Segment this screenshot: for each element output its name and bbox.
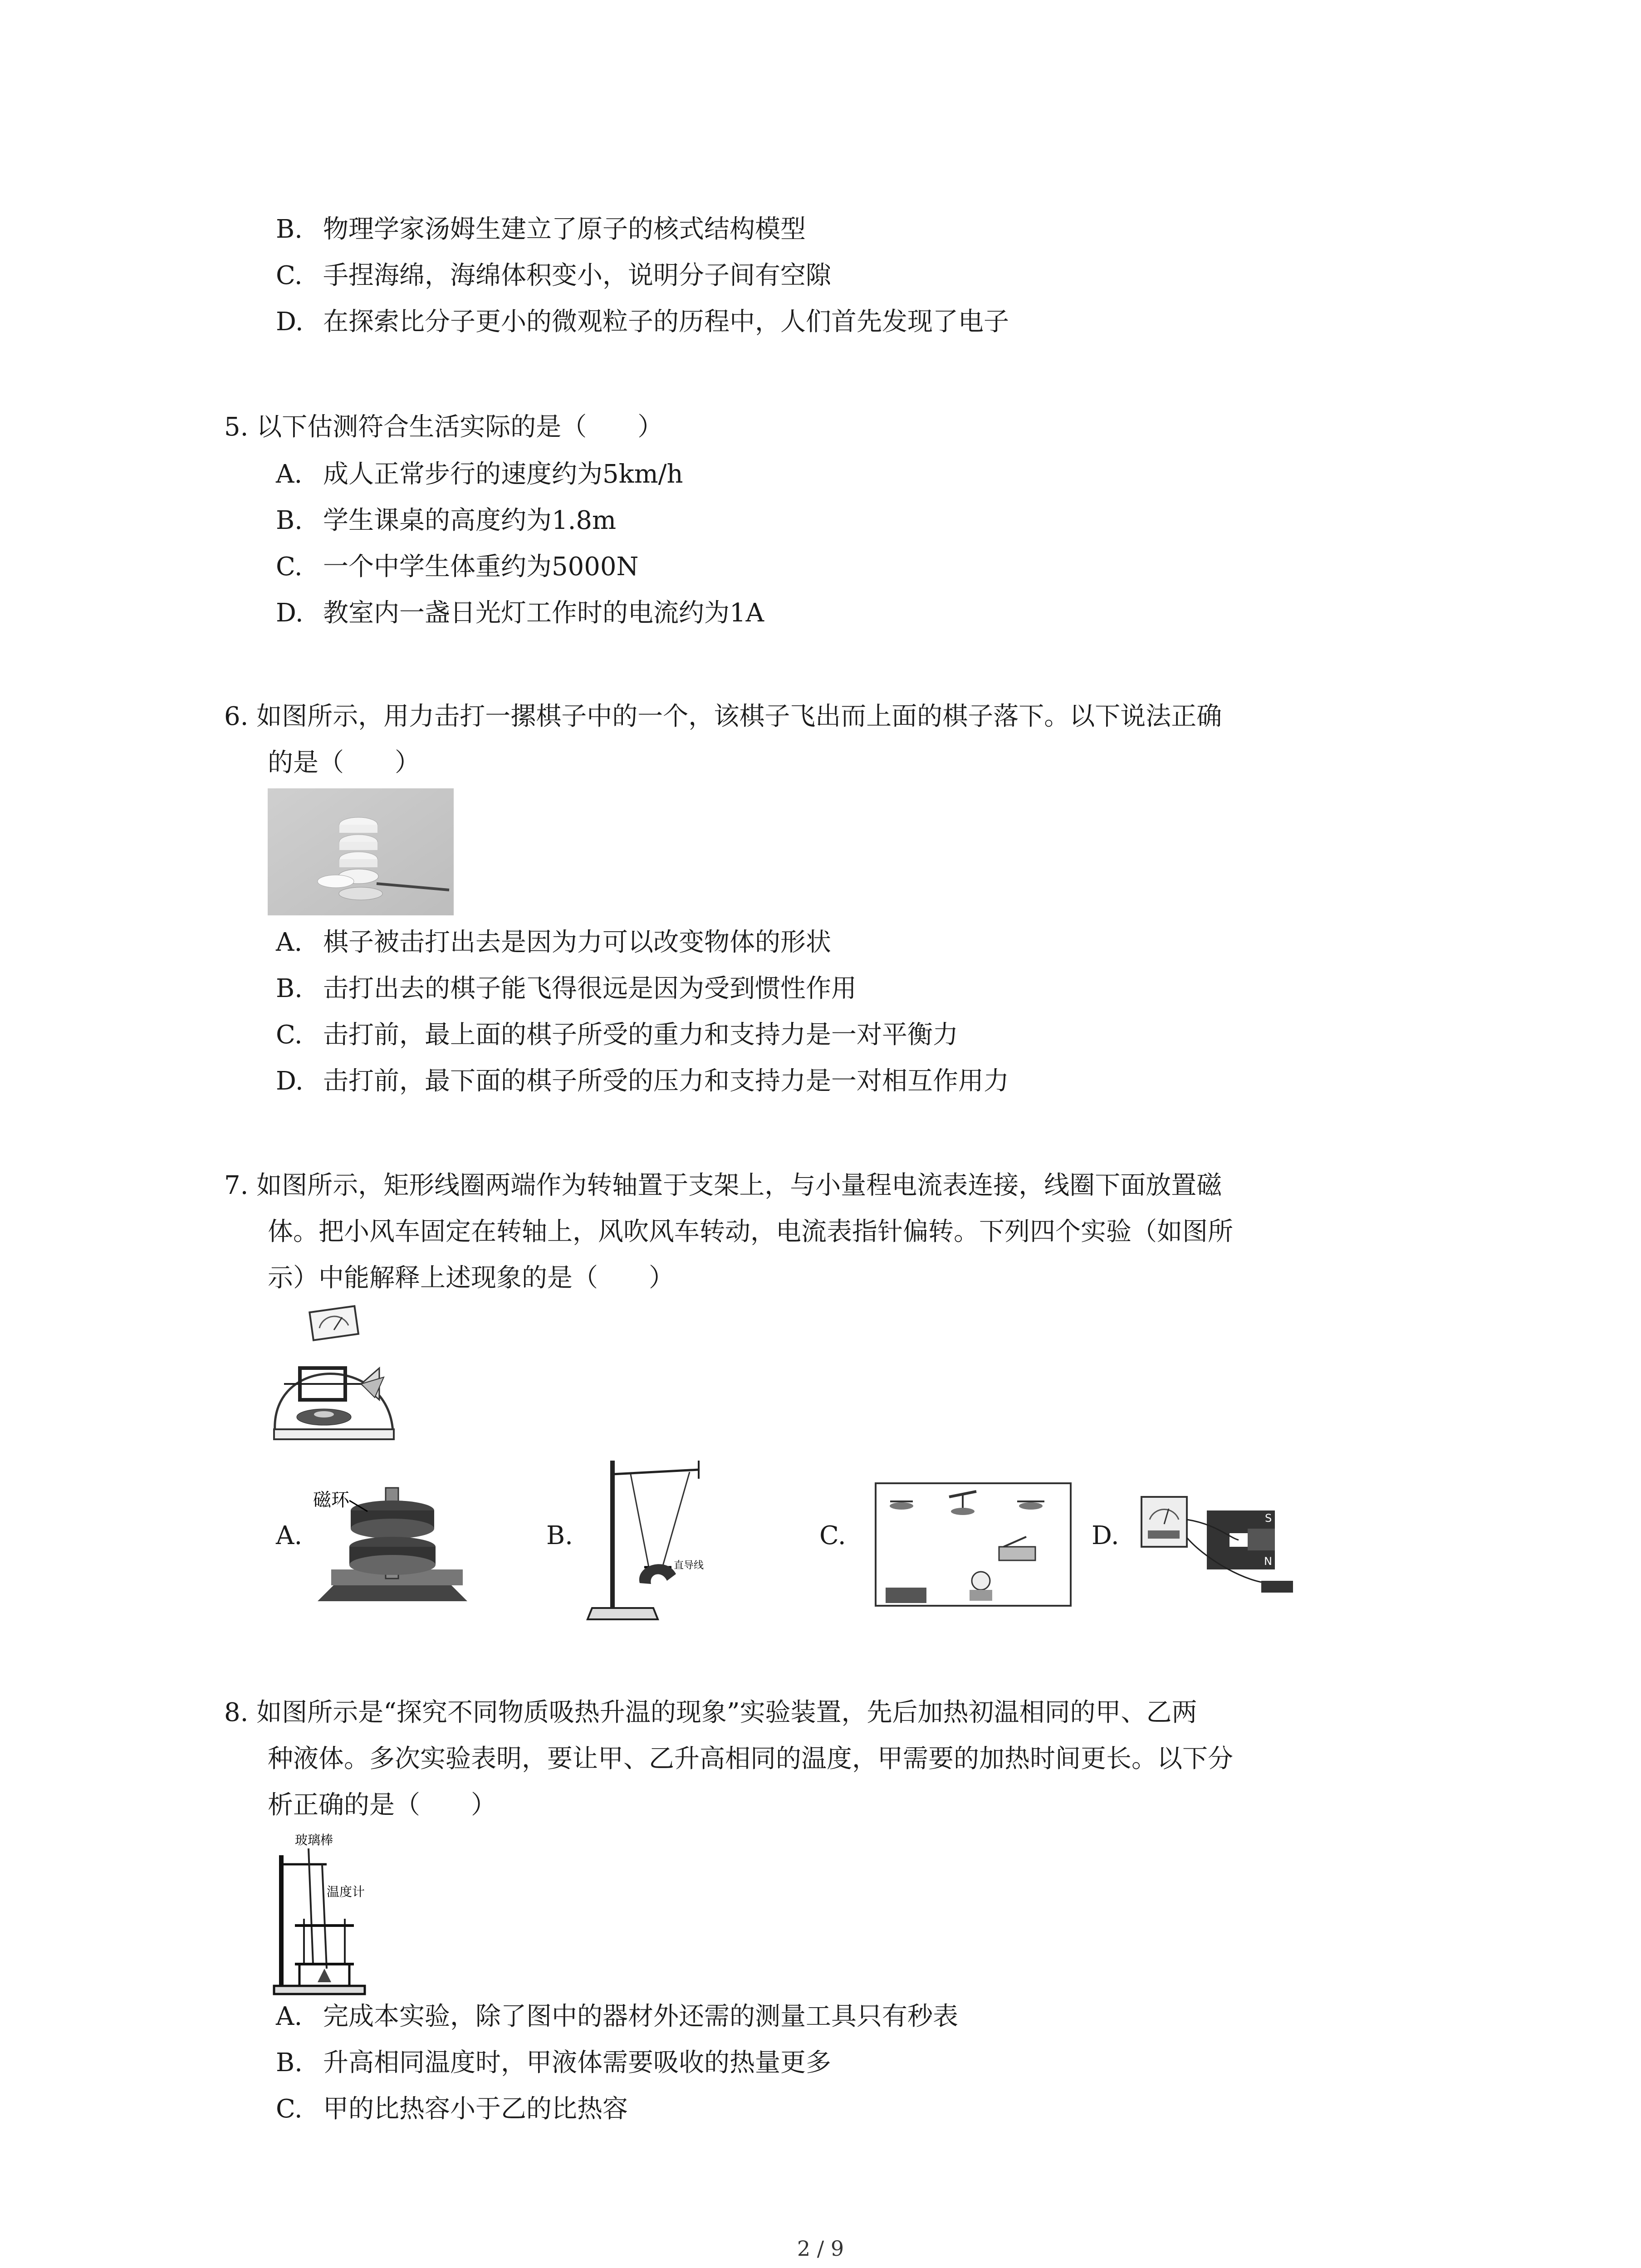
q7-option-b-label: B. xyxy=(546,1521,573,1550)
q6-stem-line1: 6. 如图所示，用力击打一摞棋子中的一个，该棋子飞出而上面的棋子落下。以下说法正确 xyxy=(224,702,1222,731)
q8-figure-label-rod: 玻璃棒 xyxy=(295,1833,333,1848)
q7-figure-c-circuit xyxy=(872,1479,1076,1615)
q6-figure-checker-stack xyxy=(268,788,454,915)
q7-figure-b-wire-swing xyxy=(585,1452,740,1624)
q5-option-c-letter: C. xyxy=(276,552,303,582)
q6-option-b-letter: B. xyxy=(276,974,303,1003)
q7-figure-d-magnet-ammeter xyxy=(1139,1492,1298,1606)
q6-option-d-text: 击打前，最下面的棋子所受的压力和支持力是一对相互作用力 xyxy=(323,1066,1009,1096)
q6-option-d-letter: D. xyxy=(276,1066,304,1096)
q5-option-d-text: 教室内一盏日光灯工作时的电流约为1A xyxy=(323,598,764,628)
q4-option-c-text: 手捏海绵，海绵体积变小，说明分子间有空隙 xyxy=(323,261,831,290)
q7-figure-generator-windmill xyxy=(266,1300,402,1454)
q6-option-c-letter: C. xyxy=(276,1020,303,1050)
q7-option-a-label: A. xyxy=(276,1521,303,1550)
q7-figure-b-label: 直导线 xyxy=(674,1560,704,1571)
q8-option-a-text: 完成本实验，除了图中的器材外还需的测量工具只有秒表 xyxy=(323,2002,958,2031)
q4-option-b-letter: B. xyxy=(276,215,303,244)
q6-option-a-text: 棋子被击打出去是因为力可以改变物体的形状 xyxy=(323,928,831,957)
q7-stem-line3: 示）中能解释上述现象的是（ ） xyxy=(268,1263,674,1293)
q4-option-d-letter: D. xyxy=(276,307,304,337)
q5-stem: 5. 以下估测符合生活实际的是（ ） xyxy=(224,412,663,442)
q7-figure-a-magnetic-ring xyxy=(313,1479,476,1606)
q7-option-c-label: C. xyxy=(819,1521,846,1550)
q8-option-a-letter: A. xyxy=(276,2002,303,2031)
q5-option-b-text: 学生课桌的高度约为1.8m xyxy=(323,506,617,535)
q6-option-b-text: 击打出去的棋子能飞得很远是因为受到惯性作用 xyxy=(323,974,857,1003)
q4-option-d-text: 在探索比分子更小的微观粒子的历程中，人们首先发现了电子 xyxy=(323,307,1009,337)
q6-stem-line2: 的是（ ） xyxy=(268,748,420,777)
q8-stem-line3: 析正确的是（ ） xyxy=(268,1790,496,1820)
q6-option-a-letter: A. xyxy=(276,928,303,957)
q7-stem-line2: 体。把小风车固定在转轴上，风吹风车转动，电流表指针偏转。下列四个实验（如图所 xyxy=(268,1217,1233,1246)
q5-option-c-text: 一个中学生体重约为5000N xyxy=(323,552,639,582)
q8-option-c-text: 甲的比热容小于乙的比热容 xyxy=(323,2094,628,2124)
q5-option-d-letter: D. xyxy=(276,598,304,628)
q4-option-b-text: 物理学家汤姆生建立了原子的核式结构模型 xyxy=(323,215,806,244)
q4-option-c-letter: C. xyxy=(276,261,303,290)
q8-option-b-text: 升高相同温度时，甲液体需要吸收的热量更多 xyxy=(323,2048,831,2077)
q5-option-a-text: 成人正常步行的速度约为5km/h xyxy=(323,459,683,489)
svg-text:S: S xyxy=(1265,1512,1272,1525)
q6-option-c-text: 击打前，最上面的棋子所受的重力和支持力是一对平衡力 xyxy=(323,1020,958,1050)
q7-stem-line1: 7. 如图所示，矩形线圈两端作为转轴置于支架上，与小量程电流表连接，线圈下面放置磁 xyxy=(224,1171,1222,1200)
q7-option-d-label: D. xyxy=(1092,1521,1119,1550)
q8-figure-heating-apparatus xyxy=(268,1828,404,2000)
q5-option-b-letter: B. xyxy=(276,506,303,535)
q7-figure-a-label: 磁环 xyxy=(313,1490,349,1510)
q8-option-c-letter: C. xyxy=(276,2094,303,2124)
q8-figure-label-thermo: 温度计 xyxy=(327,1884,365,1899)
q8-stem-line2: 种液体。多次实验表明，要让甲、乙升高相同的温度，甲需要的加热时间更长。以下分 xyxy=(268,1744,1233,1774)
q5-option-a-letter: A. xyxy=(276,459,303,489)
page-number: 2 / 9 xyxy=(797,2236,844,2261)
q8-option-b-letter: B. xyxy=(276,2048,303,2077)
svg-text:N: N xyxy=(1264,1555,1272,1568)
q8-stem-line1: 8. 如图所示是“探究不同物质吸热升温的现象”实验装置，先后加热初温相同的甲、乙两 xyxy=(224,1698,1197,1727)
